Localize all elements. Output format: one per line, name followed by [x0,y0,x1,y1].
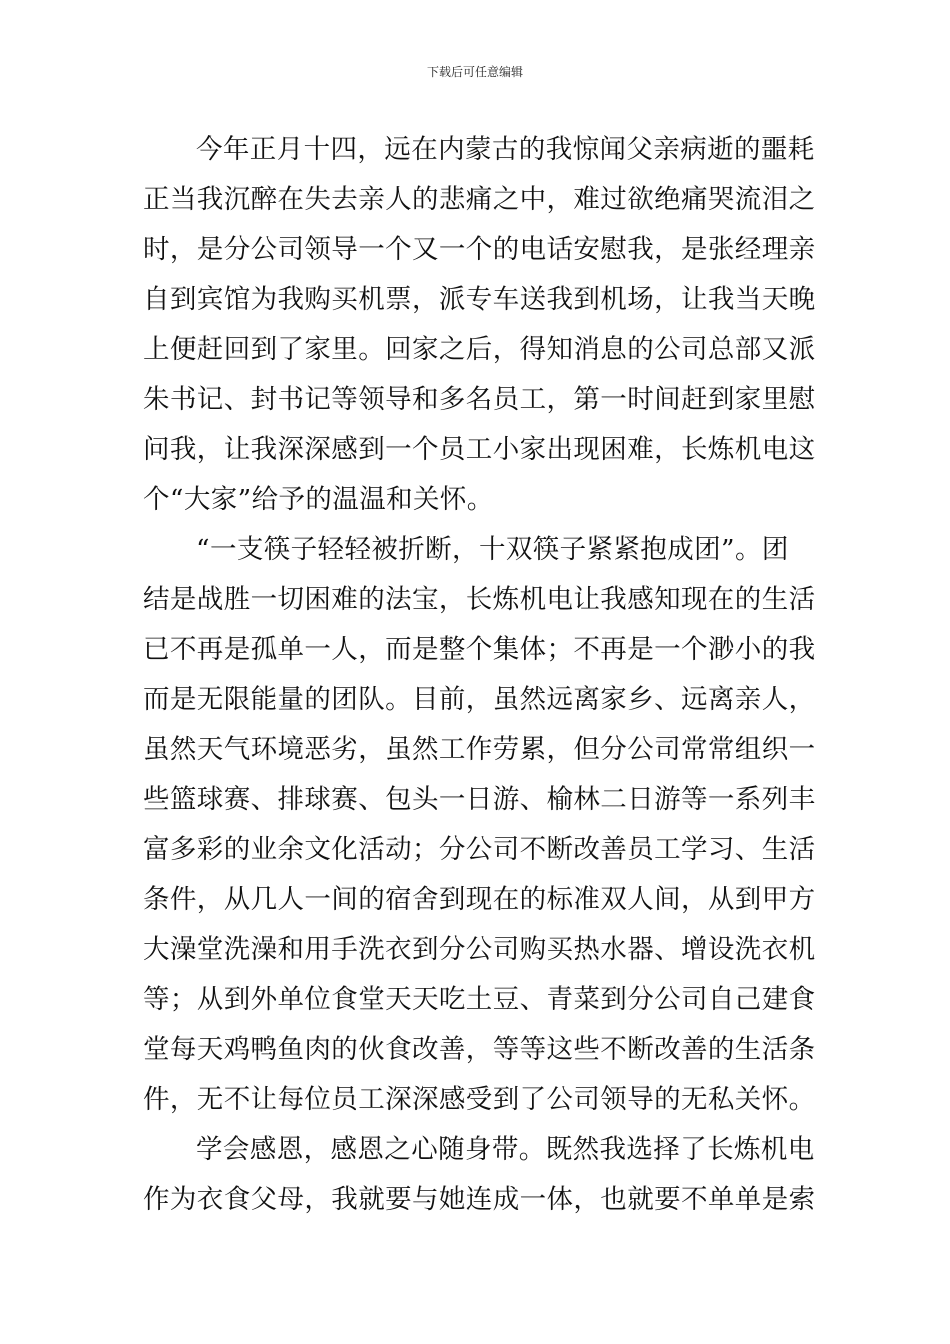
text-line: 大澡堂洗澡和用手洗衣到分公司购买热水器、增设洗衣机 [143,934,816,965]
text-line: 上便赶回到了家里。回家之后，得知消息的公司总部又派 [143,334,816,365]
text-line: 个“大家”给予的温温和关怀。 [143,484,494,515]
text-line: 堂每天鸡鸭鱼肉的伙食改善，等等这些不断改善的生活条 [143,1034,816,1065]
text-line: 富多彩的业余文化活动；分公司不断改善员工学习、生活 [143,834,816,865]
text-line: 结是战胜一切困难的法宝，长炼机电让我感知现在的生活 [143,584,816,615]
text-line: 作为衣食父母，我就要与她连成一体，也就要不单单是索 [143,1184,816,1215]
text-line: “一支筷子轻轻被折断，十双筷子紧紧抱成团”。团 [196,534,789,565]
text-line: 等；从到外单位食堂天天吃土豆、青菜到分公司自己建食 [143,984,816,1015]
text-line: 自到宾馆为我购买机票，派专车送我到机场，让我当天晚 [143,284,816,315]
text-line: 正当我沉醉在失去亲人的悲痛之中，难过欲绝痛哭流泪之 [143,184,816,215]
paragraph-3 [143,1125,816,1225]
text-line: 朱书记、封书记等领导和多名员工，第一时间赶到家里慰 [143,384,816,415]
text-line: 条件，从几人一间的宿舍到现在的标准双人间，从到甲方 [143,884,816,915]
page-header: 下载后可任意编辑 [426,65,523,79]
text-line: 学会感恩，感恩之心随身带。既然我选择了长炼机电 [196,1134,815,1165]
document-body [143,125,816,1225]
paragraph-2 [143,525,816,1125]
text-line: 些篮球赛、排球赛、包头一日游、榆林二日游等一系列丰 [143,784,816,815]
text-line: 件，无不让每位员工深深感受到了公司领导的无私关怀。 [143,1084,816,1115]
paragraph-1 [143,125,816,525]
text-line: 时，是分公司领导一个又一个的电话安慰我，是张经理亲 [143,234,816,265]
text-line: 问我，让我深深感到一个员工小家出现困难，长炼机电这 [143,434,816,465]
text-line: 已不再是孤单一人，而是整个集体；不再是一个渺小的我 [143,634,816,665]
text-line: 虽然天气环境恶劣，虽然工作劳累，但分公司常常组织一 [143,734,816,765]
text-line: 今年正月十四，远在内蒙古的我惊闻父亲病逝的噩耗 [196,134,815,165]
text-line: 而是无限能量的团队。目前，虽然远离家乡、远离亲人， [143,684,816,715]
